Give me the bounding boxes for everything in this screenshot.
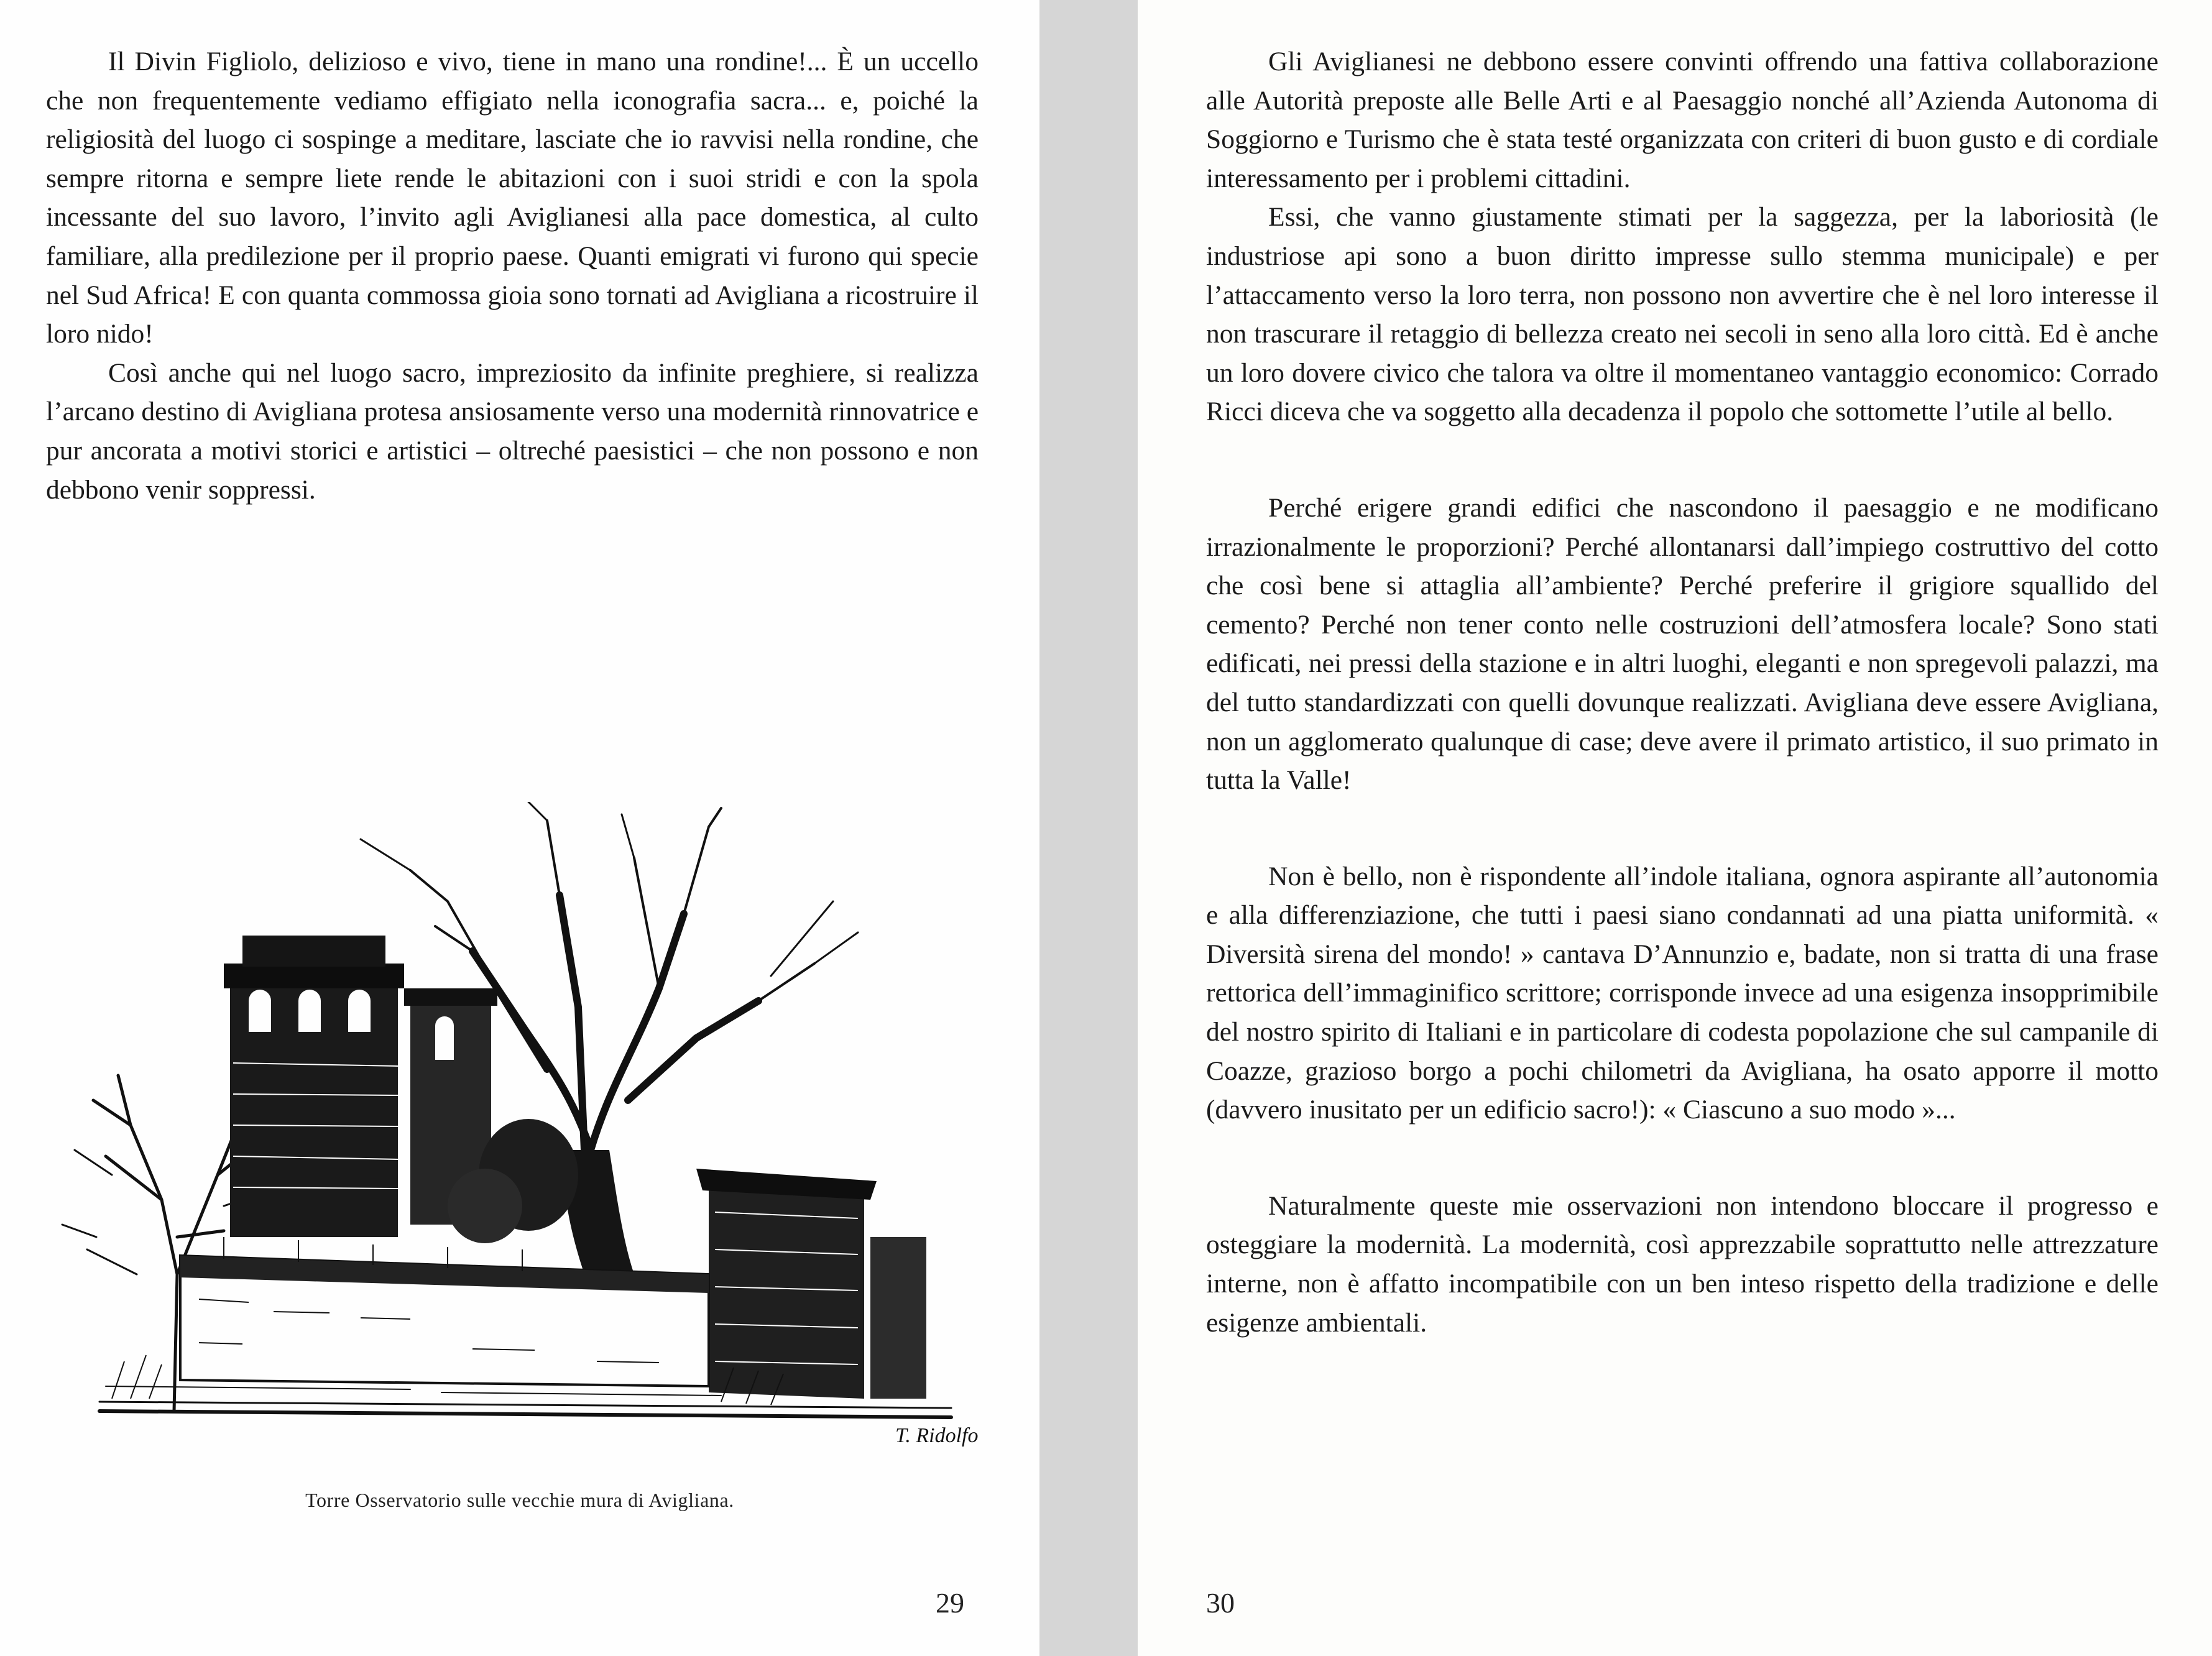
paragraph-gap: [1206, 1129, 2159, 1187]
right-paragraph-1: Gli Aviglianesi ne debbono essere convinti offrendo una fattiva collaborazione alle Autorità preposte alle Belle Arti e al Paesaggio nonché all’Azienda Autonoma di Soggiorno e Turismo che è stata testé organizzata con criteri di buon gusto e di cordiale interessamento per i problemi cittadini.: [1206, 47, 2159, 193]
right-page: [1138, 0, 2212, 1656]
right-paragraph-5: Naturalmente queste mie osservazioni non intendono bloccare il progresso e osteggiare la modernità. La modernità, così apprezzabile soprattutto nelle attrezzature interne, non è affatto incompatibile con un ben inteso rispetto della tradizione e delle esigenze ambientali.: [1206, 1190, 2159, 1338]
left-page-text: [46, 42, 979, 509]
right-page-text: [1206, 42, 2159, 1342]
left-page: [0, 0, 1039, 1656]
left-paragraph-1: Il Divin Figliolo, delizioso e vivo, tiene in mano una rondine!... È un uccello che non frequentemente vediamo effigiato nella iconografia sacra... e, poiché la religiosità del luogo ci sospinge a meditare, lasciate che io ravvisi nella rondine, che sempre ritorna e sempre liete rende le abitazioni con i suoi stridi e con la spola incessante del suo lavoro, l’invito agli Aviglianesi alla pace domestica, al culto familiare, alla predilezione per il proprio paese. Quanti emigrati vi furono qui specie nel Sud Africa! E con quanta commossa gioia sono tornati ad Avigliana a ricostruire il loro nido!: [46, 47, 979, 349]
right-paragraph-2: Essi, che vanno giustamente stimati per la saggezza, per la laboriosità (le industriose api sono a buon diritto impresse sullo stemma municipale) e per l’attaccamento verso la loro terra, non possono non avvertire che è nel loro interesse il non trascurare il retaggio di bellezza creato nei secoli in seno alla loro città. Ed è anche un loro dovere civico che talora va oltre il momentaneo vantaggio economico: Corrado Ricci diceva che va soggetto alla decadenza il popolo che sottomette l’utile al bello.: [1206, 202, 2159, 427]
artist-signature: T. Ridolfo: [895, 1424, 979, 1447]
paragraph-gap: [1206, 431, 2159, 489]
left-paragraph-2: Così anche qui nel luogo sacro, impreziosito da infinite preghiere, si realizza l’arcano destino di Avigliana protesa ansiosamente verso una modernità rinnovatrice e pur ancorata a motivi storici e artistici – oltreché paesistici – che non possono e non debbono venir soppressi.: [46, 357, 979, 505]
paragraph-gap: [1206, 800, 2159, 857]
right-paragraph-4: Non è bello, non è rispondente all’indole italiana, ognora aspirante all’autonomia e alla differenziazione, che tutti i paesi siano condannati ad una piatta uniformità. « Diversità sirena del mondo! » cantava D’Annunzio e, badate, non si tratta di una frase rettorica dell’immaginifico scrittore; corrisponde invece ad una esigenza insopprimibile del nostro spirito di Italiani e in particolare di codesta popolazione che sul campanile di Coazze, grazioso borgo a pochi chilometri da Avigliana, ha osato apporre il motto (davvero inusitato per un edificio sacro!): « Ciascuno a suo modo »...: [1206, 861, 2159, 1125]
right-paragraph-3: Perché erigere grandi edifici che nascondono il paesaggio e ne modificano irrazionalmente le proporzioni? Perché allontanarsi dall’impiego costruttivo del cotto che così bene si attaglia all’ambiente? Perché preferire il grigiore squallido del cemento? Perché non tener conto nelle costruzioni dell’atmosfera locale? Sono stati edificati, nei pressi della stazione e in altri luoghi, eleganti e non spregevoli palazzi, ma del tutto standardizzati con quelli dovunque realizzati. Avigliana deve essere Avigliana, non un agglomerato qualunque di case; deve avere il primato artistico, il suo primato in tutta la Valle!: [1206, 492, 2159, 796]
page-number-right: 30: [1206, 1587, 1235, 1619]
page-number-left: 29: [936, 1587, 964, 1619]
ink-drawing-tower-illustration: [37, 802, 1007, 1455]
figure-caption: Torre Osservatorio sulle vecchie mura di Avigliana.: [305, 1489, 734, 1511]
